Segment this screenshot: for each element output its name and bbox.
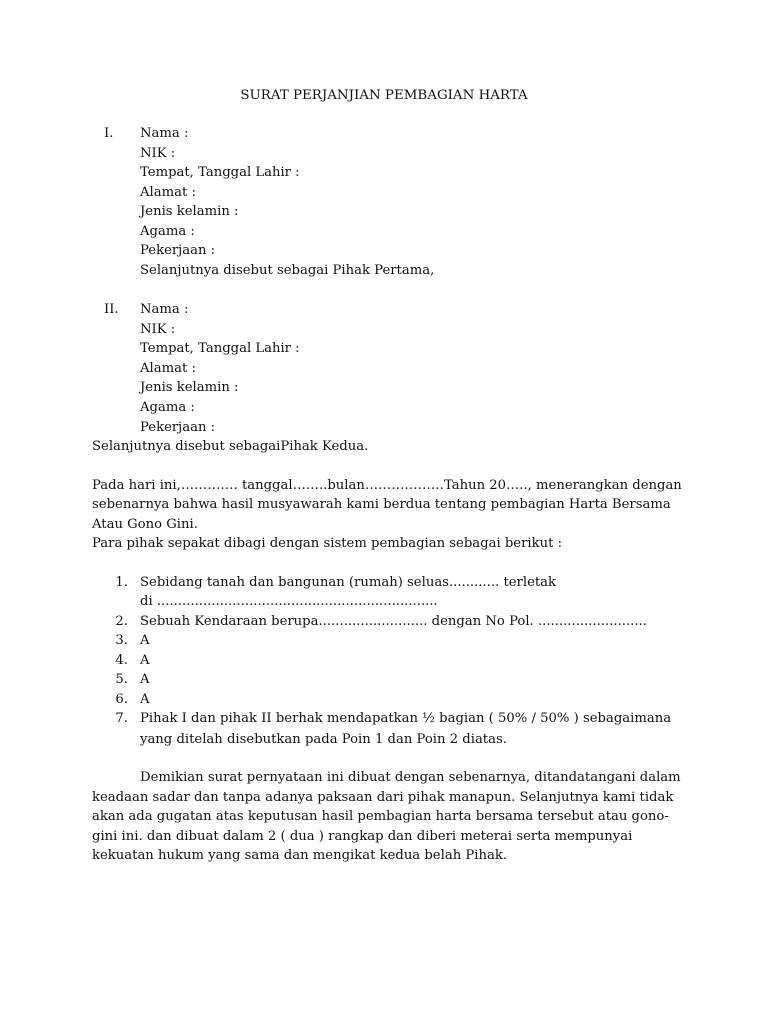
field-agama: Agama :	[140, 224, 195, 239]
field-jenis-kelamin: Jenis kelamin :	[140, 204, 239, 219]
field-nik: NIK :	[140, 146, 176, 161]
field-ttl: Tempat, Tanggal Lahir :	[140, 165, 300, 180]
document-title: SURAT PERJANJIAN PEMBAGIAN HARTA	[240, 88, 528, 103]
list-item-text: Pihak I dan pihak II berhak mendapatkan ½ bagian ( 50% / 50% ) sebagaimana	[140, 711, 672, 726]
closing-line: keadaan sadar dan tanpa adanya paksaan dari pihak manapun. Selanjutnya kami tidak	[92, 790, 674, 805]
list-item-text: Sebuah Kendaraan berupa.......................... dengan No Pol. ..........................	[140, 614, 647, 629]
field-nama: Nama :	[140, 126, 189, 141]
pihak-pertama-closing: Selanjutnya disebut sebagai Pihak Pertama,	[140, 263, 435, 278]
intro-line: Pada hari ini,…………. tanggal……..bulan………………Tahun 20….., menerangkan dengan	[92, 478, 682, 493]
list-item-text: A	[140, 672, 150, 687]
field-alamat: Alamat :	[140, 185, 196, 200]
list-number: 6.	[115, 692, 128, 707]
list-number: 4.	[115, 653, 128, 668]
field-ttl: Tempat, Tanggal Lahir :	[140, 341, 300, 356]
section-numeral-1: I.	[104, 126, 114, 141]
field-jenis-kelamin: Jenis kelamin :	[140, 380, 239, 395]
closing-line: akan ada gugatan atas keputusan hasil pembagian harta bersama tersebut atau gono-	[92, 809, 669, 824]
pihak-kedua-closing: Selanjutnya disebut sebagaiPihak Kedua.	[92, 439, 369, 454]
list-item-continuation: di ...................................................................	[140, 594, 438, 609]
intro-line: Para pihak sepakat dibagi dengan sistem pembagian sebagai berikut :	[92, 536, 563, 551]
field-agama: Agama :	[140, 400, 195, 415]
list-number: 1.	[115, 575, 128, 590]
section-numeral-2: II.	[104, 302, 119, 317]
intro-line: sebenarnya bahwa hasil musyawarah kami berdua tentang pembagian Harta Bersama	[92, 497, 671, 512]
field-alamat: Alamat :	[140, 361, 196, 376]
list-item-text: A	[140, 633, 150, 648]
field-pekerjaan: Pekerjaan :	[140, 243, 216, 258]
closing-line: kekuatan hukum yang sama dan mengikat kedua belah Pihak.	[92, 848, 508, 863]
field-nama: Nama :	[140, 302, 189, 317]
list-item-continuation: yang ditelah disebutkan pada Poin 1 dan Poin 2 diatas.	[140, 732, 507, 747]
field-pekerjaan: Pekerjaan :	[140, 420, 216, 435]
list-number: 7.	[115, 711, 128, 726]
list-number: 5.	[115, 672, 128, 687]
list-item-text: A	[140, 653, 150, 668]
field-nik: NIK :	[140, 322, 176, 337]
closing-line: gini ini. dan dibuat dalam 2 ( dua ) rangkap dan diberi meterai serta mempunyai	[92, 829, 633, 844]
list-number: 2.	[115, 614, 128, 629]
intro-line: Atau Gono Gini.	[92, 517, 198, 532]
list-item-text: Sebidang tanah dan bangunan (rumah) seluas............ terletak	[140, 575, 557, 590]
list-item-text: A	[140, 692, 150, 707]
list-number: 3.	[115, 633, 128, 648]
closing-line: Demikian surat pernyataan ini dibuat dengan sebenarnya, ditandatangani dalam	[140, 770, 681, 785]
